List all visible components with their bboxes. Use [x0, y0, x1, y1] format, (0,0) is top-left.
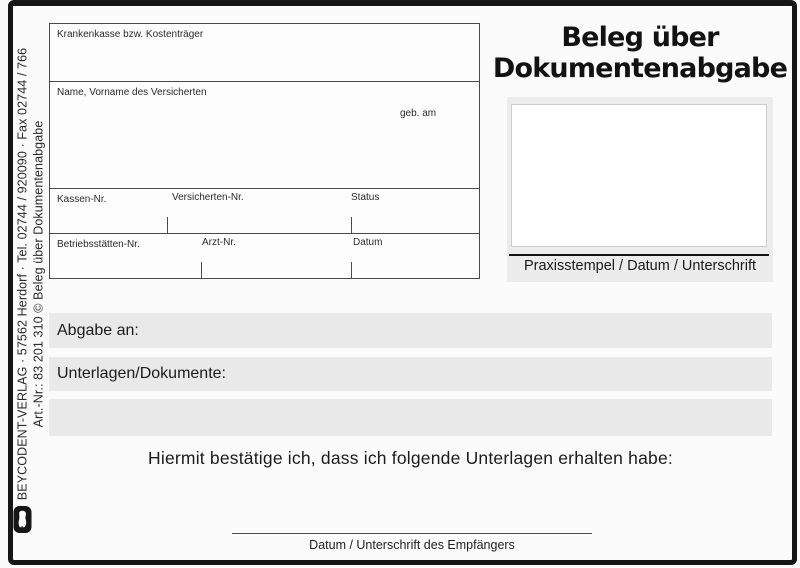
extra-blank-field — [49, 399, 772, 436]
confirmation-text: Hiermit bestätige ich, dass ich folgende Unterlagen erhalten habe: — [148, 448, 673, 468]
unterlagen-dokumente-label: Unterlagen/Dokumente: — [57, 365, 226, 382]
name-label: Name, Vorname des Versicherten — [57, 87, 207, 98]
abgabe-an-field — [49, 313, 772, 348]
row-betriebsstaetten — [50, 234, 479, 278]
recipient-signature-caption: Datum / Unterschrift des Empfängers — [309, 538, 515, 552]
page-title — [488, 22, 792, 84]
article-number-line: Art.-Nr.: 83 201 310 © Beleg über Dokumentenabgabe — [31, 120, 45, 428]
field-divider-tick — [167, 217, 168, 233]
recipient-signature-line — [232, 533, 592, 534]
row-kassen — [50, 189, 479, 234]
field-divider-tick — [351, 262, 352, 278]
geb-am-label: geb. am — [400, 108, 437, 119]
unterlagen-dokumente-field — [49, 357, 772, 391]
insurance-form-box — [49, 23, 480, 279]
arzt-nr-label: Arzt-Nr. — [202, 237, 236, 248]
kassen-nr-label: Kassen-Nr. — [57, 194, 107, 205]
stamp-caption: Praxisstempel / Datum / Unterschrift — [523, 258, 757, 274]
beycodent-logo-icon — [13, 505, 32, 539]
row-krankenkasse — [50, 24, 479, 82]
row-name — [50, 82, 479, 189]
betriebsstaetten-nr-label: Betriebsstätten-Nr. — [57, 239, 140, 250]
status-label: Status — [351, 192, 380, 203]
publisher-sidebar — [16, 48, 47, 500]
stamp-signature-line — [509, 254, 769, 256]
krankenkasse-label: Krankenkasse bzw. Kostenträger — [57, 29, 204, 40]
versicherten-nr-label: Versicherten-Nr. — [172, 192, 244, 203]
title-line-2: Dokumentenabgabe — [492, 53, 788, 84]
field-divider-tick — [351, 217, 352, 233]
datum-label: Datum — [353, 237, 383, 248]
publisher-line: BEYCODENT-VERLAG · 57562 Herdorf · Tel. 02744 / 920090 · Fax 02744 / 766 — [15, 47, 30, 501]
title-line-1: Beleg über — [561, 22, 719, 53]
stamp-blank-box — [511, 104, 767, 247]
stamp-area — [507, 97, 773, 282]
abgabe-an-label: Abgabe an: — [57, 321, 139, 339]
field-divider-tick — [201, 262, 202, 278]
